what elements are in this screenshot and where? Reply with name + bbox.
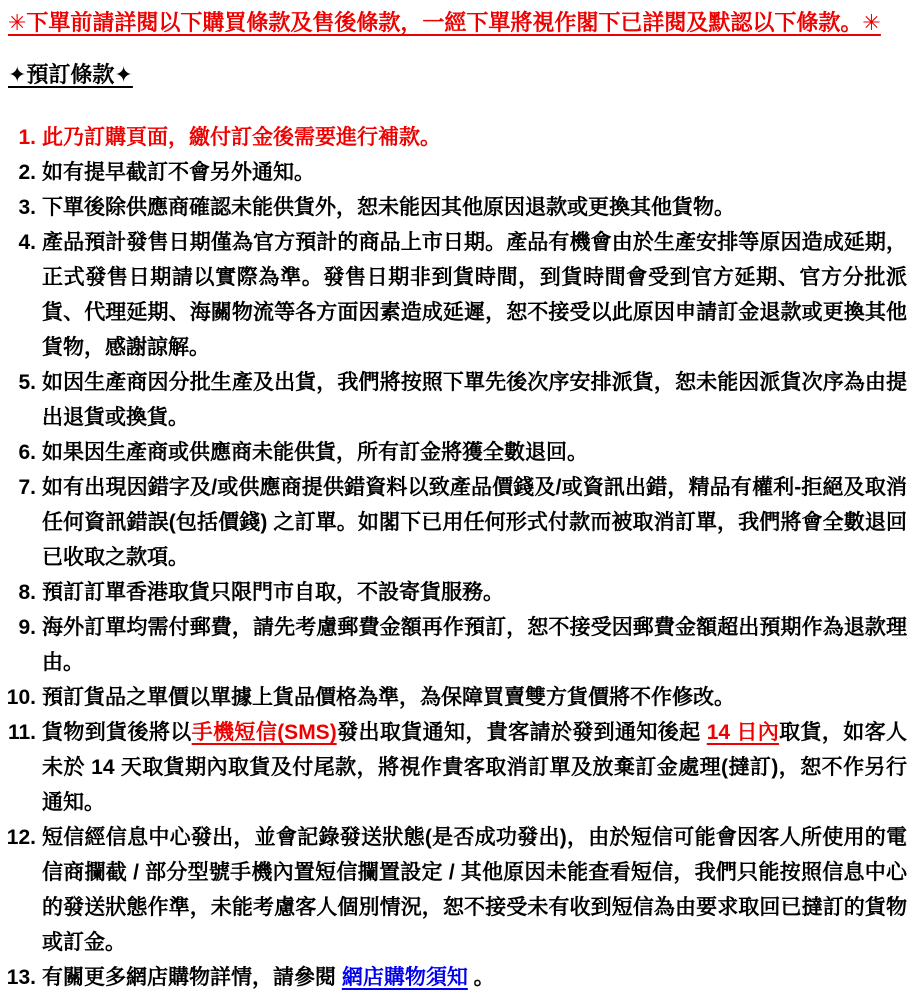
term-item-4: [6, 225, 907, 365]
term-number: 3.: [18, 196, 36, 219]
term-number: 9.: [18, 616, 36, 639]
term-item-12: [6, 820, 907, 960]
red-underline-highlight: 手機短信(SMS): [191, 721, 337, 744]
term-number: 2.: [18, 161, 36, 184]
term-segment: 發出取貨通知，貴客請於發到通知後起: [336, 721, 707, 744]
term-segment: 取貨，如客人未於 14 天取貨期內取貨及付尾款，將視作貴客取消訂單及放棄訂金處理(撻訂)，恕不作另行通知。: [42, 721, 907, 814]
term-text: [36, 960, 907, 995]
term-segment: 。: [467, 966, 495, 989]
term-number: 7.: [18, 476, 36, 499]
term-number: 11.: [7, 721, 36, 744]
term-segment: 海外訂單均需付郵費，請先考慮郵費金額再作預訂，恕不接受因郵費金額超出預期作為退款理由。: [42, 616, 907, 674]
term-item-8: [6, 575, 907, 610]
pre-order-warning-banner: ✳下單前請詳閱以下購買條款及售後條款，一經下單將視作閣下已詳閱及默認以下條款。✳: [8, 10, 881, 35]
term-segment: 如因生產商因分批生產及出貨，我們將按照下單先後次序安排派貨，恕未能因派貨次序為由提出退貨或換貨。: [42, 371, 907, 429]
term-segment: 有關更多網店購物詳情，請參閱: [42, 966, 342, 989]
term-segment: 如有出現因錯字及/或供應商提供錯資料以致產品價錢及/或資訊出錯，精品有權利-拒絕及取消任何資訊錯誤(包括價錢) 之訂單。如閣下已用任何形式付款而被取消訂單，我們將會全數退回已收取之款項。: [42, 476, 907, 569]
term-text: [36, 715, 907, 820]
term-text: [36, 575, 907, 610]
term-item-6: [6, 435, 907, 470]
term-segment: 短信經信息中心發出，並會記錄發送狀態(是否成功發出)，由於短信可能會因客人所使用的電信商攔截 / 部分型號手機內置短信攔置設定 / 其他原因未能查看短信，我們只能按照信息中心的發送狀態作準，未能考慮客人個別情況，恕不接受未有收到短信為由要求取回已撻訂的貨物或訂金。: [42, 826, 907, 954]
shop-guide-link[interactable]: 網店購物須知: [341, 966, 468, 989]
section-title-row: [6, 60, 907, 106]
term-text: [36, 820, 907, 960]
term-item-11: [6, 715, 907, 820]
term-text: [36, 435, 907, 470]
term-number: 12.: [6, 826, 36, 849]
term-segment: 貨物到貨後將以: [42, 721, 192, 744]
term-number: 1.: [18, 126, 36, 149]
terms-list: [6, 120, 907, 995]
term-item-1: [6, 120, 907, 155]
term-segment: 產品預計發售日期僅為官方預計的商品上市日期。產品有機會由於生產安排等原因造成延期，正式發售日期請以實際為準。發售日期非到貨時間，到貨時間會受到官方延期、官方分批派貨、代理延期、海關物流等各方面因素造成延遲，恕不接受以此原因申請訂金退款或更換其他貨物，感謝諒解。: [42, 231, 907, 359]
section-title-preorder-terms: ✦預訂條款✦: [8, 62, 133, 87]
term-item-13: [6, 960, 907, 995]
term-number: 13.: [6, 966, 36, 989]
term-segment: 預訂訂單香港取貨只限門市自取，不設寄貨服務。: [42, 581, 504, 604]
term-number: 5.: [18, 371, 36, 394]
term-number: 10.: [6, 686, 36, 709]
term-segment: 如有提早截訂不會另外通知。: [42, 161, 315, 184]
term-text: [36, 225, 907, 365]
term-segment: 下單後除供應商確認未能供貨外，恕未能因其他原因退款或更換其他貨物。: [42, 196, 735, 219]
term-item-3: [6, 190, 907, 225]
term-item-7: [6, 470, 907, 575]
term-text: [36, 365, 907, 435]
red-underline-highlight: 14 日內: [706, 721, 780, 744]
term-item-9: [6, 610, 907, 680]
term-item-5: [6, 365, 907, 435]
term-text: [36, 470, 907, 575]
term-text: [36, 680, 907, 715]
term-text: [36, 610, 907, 680]
term-text: [36, 190, 907, 225]
term-number: 8.: [18, 581, 36, 604]
term-text: [36, 120, 907, 155]
term-text: [36, 155, 907, 190]
term-segment: 此乃訂購頁面，繳付訂金後需要進行補款。: [42, 126, 441, 149]
term-number: 6.: [18, 441, 36, 464]
term-number: 4.: [18, 231, 36, 254]
term-segment: 如果因生產商或供應商未能供貨，所有訂金將獲全數退回。: [42, 441, 588, 464]
term-item-10: [6, 680, 907, 715]
term-item-2: [6, 155, 907, 190]
term-segment: 預訂貨品之單價以單據上貨品價格為準，為保障買賣雙方貨價將不作修改。: [42, 686, 735, 709]
